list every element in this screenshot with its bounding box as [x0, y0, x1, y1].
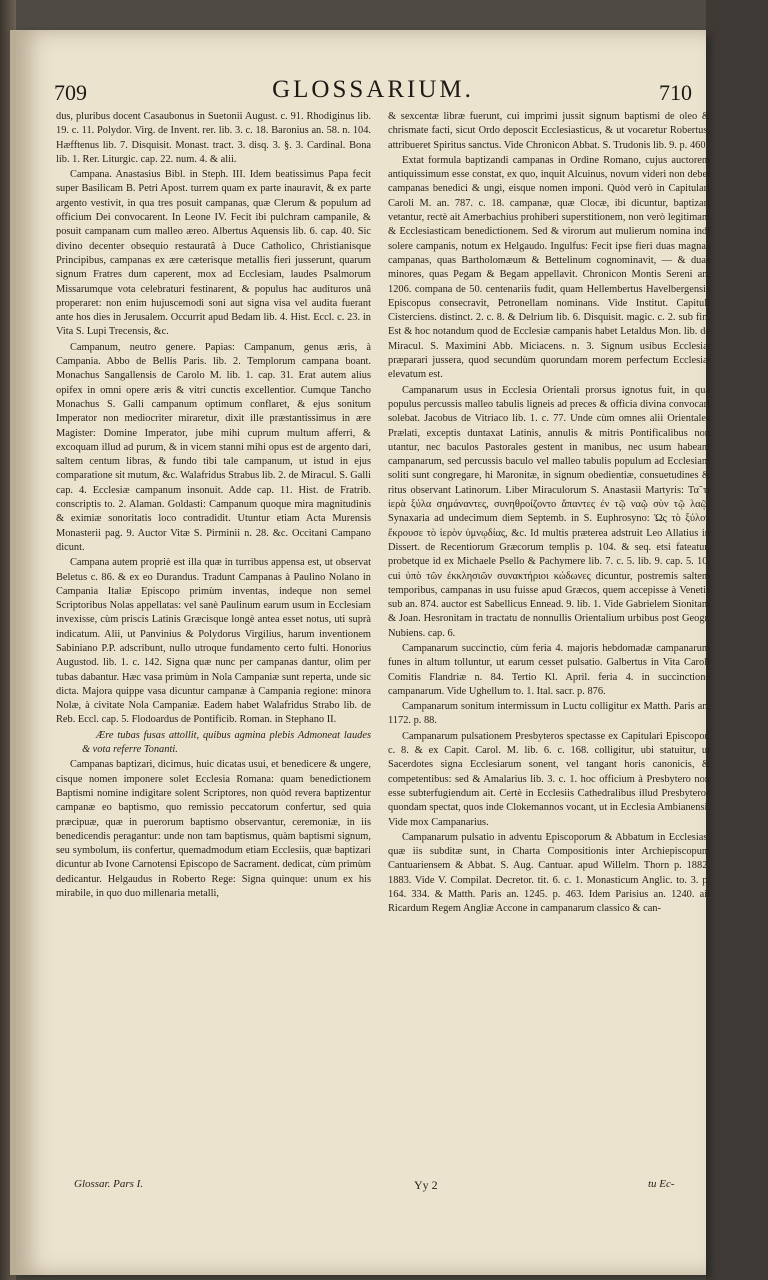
page-title: GLOSSARIUM. — [272, 76, 474, 103]
right-paragraph: & sexcentæ libræ fuerunt, cui imprimi jussit signum baptismi de oleo & chrismate facti, sicut Ordo deposcit Ecclesiasticus, & ut vocaretur Robertus, attribueret Spiritus sanctus. Vide Chronicon Abbat. S. Trudonis lib. 9. p. 460. — [388, 111, 710, 151]
page-number-left: 709 — [54, 80, 87, 105]
running-header — [54, 76, 692, 106]
left-paragraph: Campana. Anastasius Bibl. in Steph. III. Idem beatissimus Papa fecit super Basilicam B. Petri Apost. turrem quam ex parte inauravit, & ex parte argento vestivit, in qua tres posuit campanas, quæ Clerum & populum ad officium Dei convocarent. In Leone IV. Fecit ibi pulchram campanile, & posuit campanam cum malleo æreo. Albertus Aquensis lib. 6. cap. 40. Sic divino decenter obsequio restauratâ à Duce Catholico, Christianisque Principibus, campanas ex ære cæterisque metallis fieri jusserunt, quarum signum Fratres dum caperent, mox ad Ecclesiam, laudes Psalmorum Missarumque vota celebraturi festinarent, & populus hac audituros unâ properaret: non enim hujuscemodi soni aut signa visa vel audita fuerant ante hos dies in Jerusalem. Occurrit apud Bedam lib. 4. Hist. Eccl. c. 23. in Vita S. Lupi Trecensis, &c. — [56, 169, 371, 338]
right-paragraph: Campanarum pulsatio in adventu Episcoporum & Abbatum in Ecclesias, quæ iis subditæ sunt, in Charta Compositionis inter Archiepiscopum Cantuariensem & Abbat. S. Aug. Cantuar. apud Willelm. Thorn p. 1882. 1883. Vide V. Compilat. Decretor. tit. 6. c. 1. Monasticum Anglic. to. 3. p. 164. 334. & Matth. Paris an. 1245. p. 463. Idem Parisius an. 1240. ait Ricardum Regem Angliæ Accone in campanarum classico & can- — [388, 831, 710, 915]
right-paragraph: Extat formula baptizandi campanas in Ordine Romano, cujus auctorem antiquissimum esse constat, ex quo, inquit Alcuinus, novum videri non debet campanas benedici & ungi, eisque nomen imponi. Quòd verò in Capitulari Caroli M. an. 787. c. 18. campanæ, quæ Clocæ, ibi dicuntur, baptizari vetantur, rectè ait Amerbachius prohiberi superstitionem, non verò legitimam & Ecclesiasticam benedictionem. Sed & virorum aut mulierum nomina indi solere campanis, notum ex Helgaudo. Ingulfus: Fecit ipse fieri duas magnas campanas, quas Bartholomæum & Bettelinum cognominavit, — & duas minores, quas Pegam & Begam appellavit. Chronicon Montis Sereni an. 1206. compana de 50. centenariis fudit, quam Hellembertus Havelbergensis Episcopus consecravit, Petronellam nominans. Vide Institut. Capituli Cisterciens. distinct. 2. c. 8. & Delrium lib. 6. Disquisit. magic. c. 2. sub fin. Est & hoc notandum quod de Ecclesiæ campanis habet Letaldus Mon. lib. de Miracul. S. Maximini Abb. Miciacens. n. 3. Signum usibus Ecclesiæ præparari jussera, quod secundùm quorundam morem perfectum Ecclesiæ elevatum est. — [388, 154, 710, 381]
signature-mark: Glossar. Pars I. — [74, 1178, 144, 1190]
left-paragraph: Campana autem propriè est illa quæ in turribus appensa est, ut observat Beletus c. 86. & ex eo Durandus. Tradunt Campanas à Paulino Nolano in Campania Italiæ Episcopo primùm inventas, indeque non semel Scriptoribus Nolas appellatas: vel sanè Paulinum earum usum in Ecclesiam invexisse, cùm priscis Latinis Græcisque longè antea esset notus, uti suprà indicatum. Alii, ut Panvinius & Polydorus Virgilius, harum inventionem Sabiniano P.P. adscribunt, nullo utroque fundamento certo fulti. Honorius Augustod. lib. 1. c. 142. Signa quæ nunc per campanas dantur, olim per tubas dabantur. Hæc vasa primùm in Nola Campaniæ sunt reperta, unde sic dicta. Majora quippe vasa dicuntur campanæ à Campania regione: minora Nolæ, à civitate Nola Campaniæ. Eadem habet Walafridus Strabo lib. de Reb. Eccl. cap. 5. Flodoardus de Pontificib. Roman. in Stephano II. — [56, 557, 371, 726]
page-number-right: 710 — [659, 80, 692, 105]
catchword: tu Ec- — [648, 1178, 675, 1190]
right-paragraph: Campanarum pulsationem Presbyteros spectasse ex Capitulari Episcopor. c. 8. & ex Capit. Carol. M. lib. 6. c. 168. colligitur, ubi statuitur, ut Sacerdotes signa Ecclesiarum sonent, vel tangant horis canonicis, & competentibus: sed & Amalarius lib. 3. c. 1. hoc officium à Presbytero non esse subterfugiendum ait. Certè in Ecclesiis Cathedralibus illud Presbyteros quondam spectat, quos inde Clokemannos vocant, ut in Ecclesia Ambianensi. Vide mox Campanarius. — [388, 730, 710, 828]
right-paragraph: Campanarum sonitum intermissum in Luctu colligitur ex Matth. Paris an. 1172. p. 88. — [388, 701, 710, 727]
left-column — [56, 110, 371, 1190]
right-paragraph: Campanarum succinctio, cùm feria 4. majoris hebdomadæ campanarum funes in altum tolluntur, ut earum cesset pulsatio. Galbertus in Vita Caroli Comitis Flandriæ n. 84. Tertio Kl. April. feria 4. in succinctione campanarum. Vide Ughellum to. 1. Ital. sacr. p. 876. — [388, 642, 710, 697]
left-paragraph: dus, pluribus docent Casaubonus in Suetonii August. c. 91. Rhodiginus lib. 19. c. 11. Polydor. Virg. de Invent. rer. lib. 3. c. 18. Baronius an. 58. n. 104. Hæfftenus lib. 7. Disquisit. Monast. tract. 3. disq. 3. §. 3. Cardinal. Bona lib. 1. Rer. Liturgic. cap. 22. num. 4. & alii. — [56, 111, 371, 165]
verse-quote: Ære tubas fusas attollit, quibus agmina plebis Admoneat laudes & vota referre Tonanti. — [82, 729, 371, 756]
dark-background-edge — [706, 0, 768, 1280]
right-column — [388, 110, 710, 1190]
right-paragraph: Campanarum usus in Ecclesia Orientali prorsus ignotus fuit, in qua populus percussis malleo tabulis ligneis ad preces & officia divina convocari solebat. Jacobus de Vitriaco lib. 1. c. 77. Unde cùm omnes alii Orientales Prælati, exceptis duntaxat Latinis, annulis & mitris Pontificalibus non utantur, nec baculos Pastorales gestent in manibus, nec usum habeant campanarum, sed percussis baculo vel malleo tabulis populum ad Ecclesiam soliti sunt congregare, hi Maronitæ, in signum obedientiæ, consuetudines & ritus observant Latinorum. Liber Miraculorum S. Anastasii Martyris: Τα̃ τι ἱερὰ ξύλα σημάναντες, συνηθροίζοντο ἅπαντες ἐν τῷ ναῷ σὺν τῷ λαῷ. Synaxaria ad undecimum diem Septemb. in S. Euphrosyno: Ὡς τὸ ξύλον ἔκρουσε τὸ ἱερὸν ὑμνῳδίας, &c. Id multis præterea adstruit Leo Allatius in Dissert. de Recentiorum Græcorum templis p. 104. & seq. etsi fateatur, probetque id ex Michaele Psello & Pachymere lib. 7. c. 5. lib. 9. cap. 5. 10. cui ὑπὸ τῶν ἐκκλησιῶν συνακτήριοι κώδωνες dicuntur, postremis saltem temporibus, campanas in usu fuisse apud Græcos, quem accepisse à Venetis sub an. 874. auctor est Sabellicus Ennead. 9. lib. 1. Vide Gabrielem Sionitam & Joan. Hesronitam in tractatu de nonnullis Orientalium urbibus post Geogr. Nubiens. cap. 6. — [388, 384, 710, 639]
gathering-mark: Yy 2 — [414, 1178, 438, 1192]
left-paragraph: Campanum, neutro genere. Papias: Campanum, genus æris, à Campania. Abbo de Bellis Paris. lib. 2. Templorum campana boant. Monachus Sangallensis de Carolo M. lib. 1. cap. 31. Erat autem alius opifex in omni opere æris & vitri cunctis excellentior. Cumque Tancho Monachus S. Galli campanum optimum conflaret, & ejus sonitum Imperator non mediocriter miraretur, dixit ille præstantissimus in ære Magister: Domine Imperator, jube mihi cuprum multum afferri, & excoquam illud ad purum, & in vicem stanni mihi opus est de argento dari, saltem centum libras, & fundo tibi tale campanum, ut istud in ejus comparatione sit mutum, &c. Walafridus Strabus lib. 2. de Miracul. S. Galli cap. 4. Ecclesiæ campanum insonuit. Adde cap. 11. Hist. de Fratrib. conscriptis to. 2. Alaman. Goldasti: Campanum quoque mira magnitudinis & eximiæ sonoritatis loco contradidit. Utuntur etiam Acta Murensis Monasterii pag. 9. Auctor Vitæ S. Pirminii n. 28. &c. Occitani Campano dicunt. — [56, 341, 371, 553]
left-paragraph: Campanas baptizari, dicimus, huic dicatas usui, et benedicere & ungere, cisque nomen imponere solet Ecclesia Romana: quam benedictionem Baptismi nomine indigitare solent Scriptores, non quòd revera baptizentur campanæ eo baptismo, quo remissio peccatorum confertur, sed quia præcipuæ, quæ in puerorum baptismo observantur, ceremoniæ, in iis benedicendis peragantur: unde non tam baptismus, quàm baptismi signum, seu symbolum, iis confertur, quemadmodum etiam Ecclesiis, quæ baptizari dicuntur ab Ivone Carnotensi Episcopo de Sacrament. dedicat, cùm primùm dedicantur. Helgaudus in Roberto Rege: Signa quinque: unum ex his mirabile, in quo duo millenaria metalli, — [56, 759, 371, 900]
book-page — [10, 30, 710, 1275]
